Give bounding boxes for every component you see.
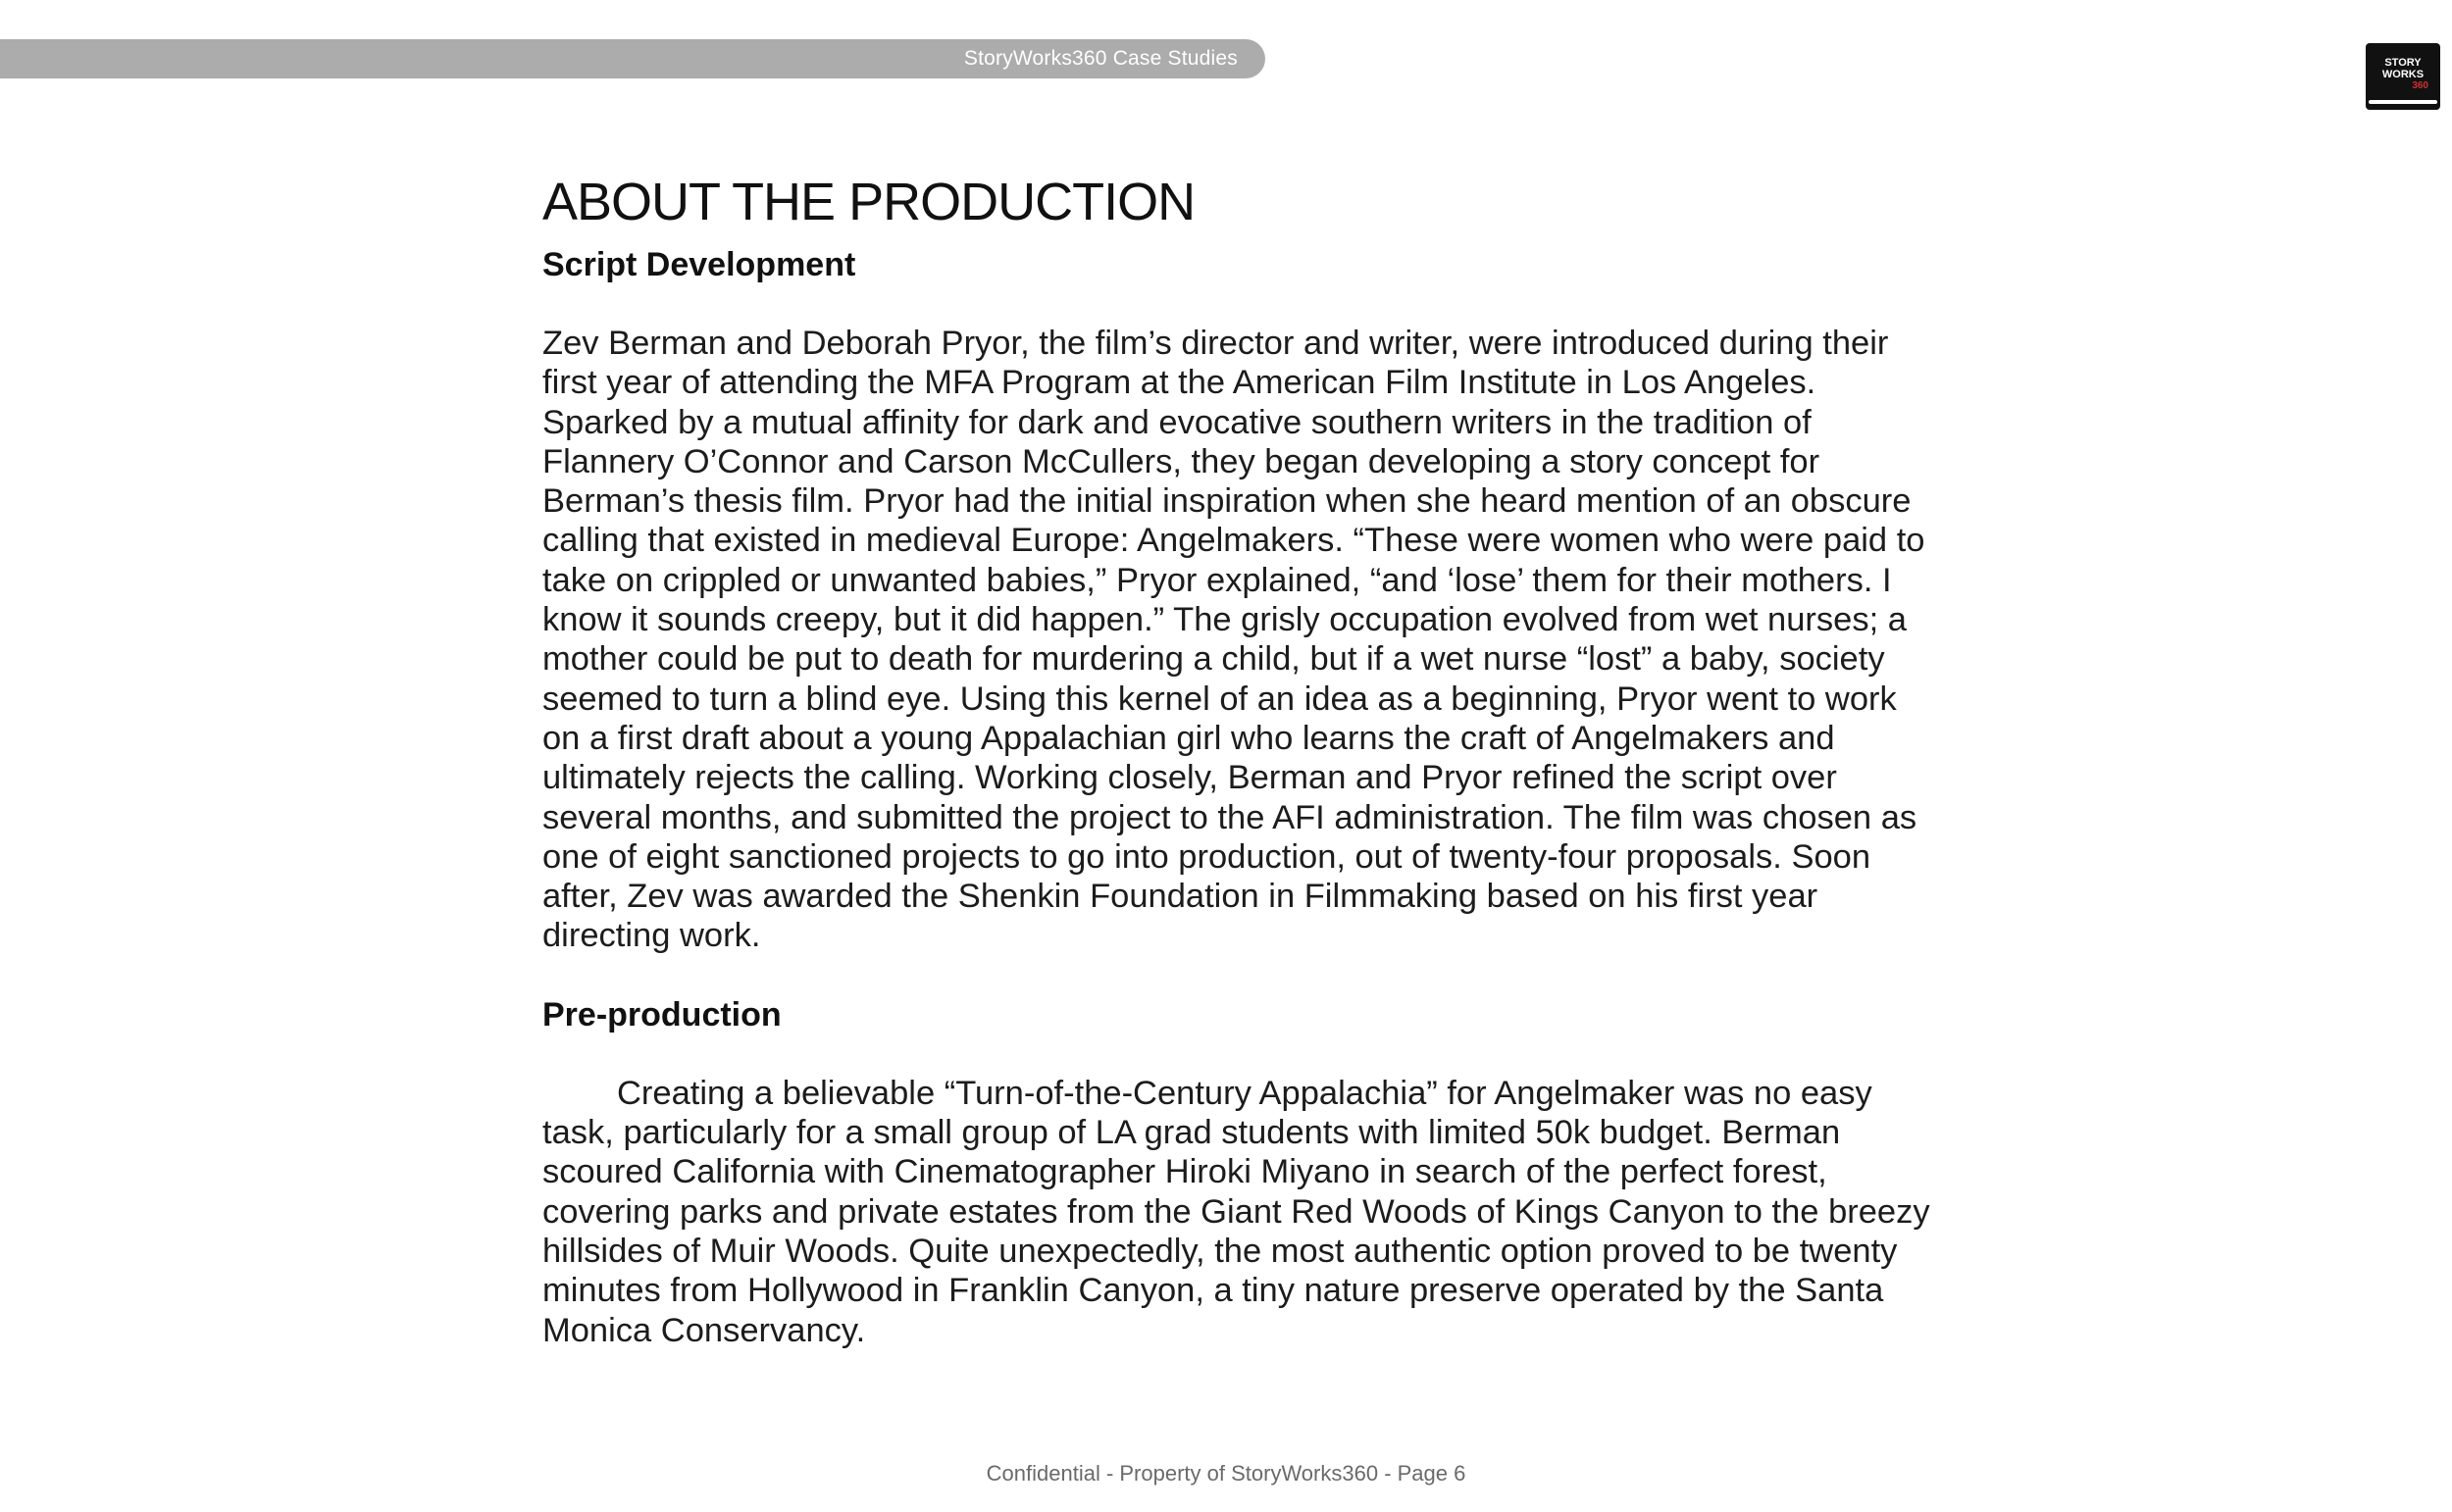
logo-line-2: WORKS bbox=[2381, 69, 2425, 80]
storyworks-book-logo-icon bbox=[2366, 43, 2440, 110]
logo-book-base bbox=[2369, 100, 2437, 104]
paragraph-script-development: Zev Berman and Deborah Pryor, the film’s director and writer, were introduced during their first year of attending the MFA Program at the American Film Institute in Los Angeles. Sparked by a mutual affinity for dark and evocative southern writers in the tradition of Flannery O’Connor and Carson McCullers, they began developing a story concept for Berman’s thesis film. Pryor had the initial inspiration when she heard mention of an obscure calling that existed in medieval Europe: Angelmakers. “These were women who were paid to take on crippled or unwanted babies,” Pryor explained, “and ‘lose’ them for their mothers. I know it sounds creepy, but it did happen.” The grisly occupation evolved from wet nurses; a mother could be put to death for murdering a child, but if a wet nurse “lost” a baby, society seemed to turn a blind eye. Using this kernel of an idea as a beginning, Pryor went to work on a first draft about a young Appalachian girl who learns the craft of Angelmakers and ultimately rejects the calling. Working closely, Berman and Pryor refined the script over several months, and submitted the project to the AFI administration. The film was chosen as one of eight sanctioned projects to go into production, out of twenty-four proposals. Soon after, Zev was awarded the Shenkin Foundation in Filmmaking based on his first year directing work. bbox=[542, 325, 1925, 955]
logo-line-3: 360 bbox=[2412, 80, 2428, 91]
paragraph-pre-production: Creating a believable “Turn-of-the-Century Appalachia” for Angelmaker was no easy task, particularly for a small group of LA grad students with limited 50k budget. Berman scoured California with Cinematographer Hiroki Miyano in search of the perfect forest, covering parks and private estates from the Giant Red Woods of Kings Canyon to the breezy hillsides of Muir Woods. Quite unexpectedly, the most authentic option proved to be twenty minutes from Hollywood in Franklin Canyon, a tiny nature preserve operated by the Santa Monica Conservancy. bbox=[542, 1074, 1930, 1349]
page-title: ABOUT THE PRODUCTION bbox=[542, 173, 1196, 231]
section-heading-pre-production: Pre-production bbox=[542, 995, 782, 1033]
page-footer: Confidential - Property of StoryWorks360 - Page 6 bbox=[986, 1461, 1466, 1486]
document-body bbox=[542, 167, 1935, 1350]
header-bar bbox=[0, 39, 1265, 78]
section-heading-script-development: Script Development bbox=[542, 246, 856, 283]
logo-line-1: STORY bbox=[2384, 57, 2422, 69]
header-title: StoryWorks360 Case Studies bbox=[963, 47, 1238, 70]
